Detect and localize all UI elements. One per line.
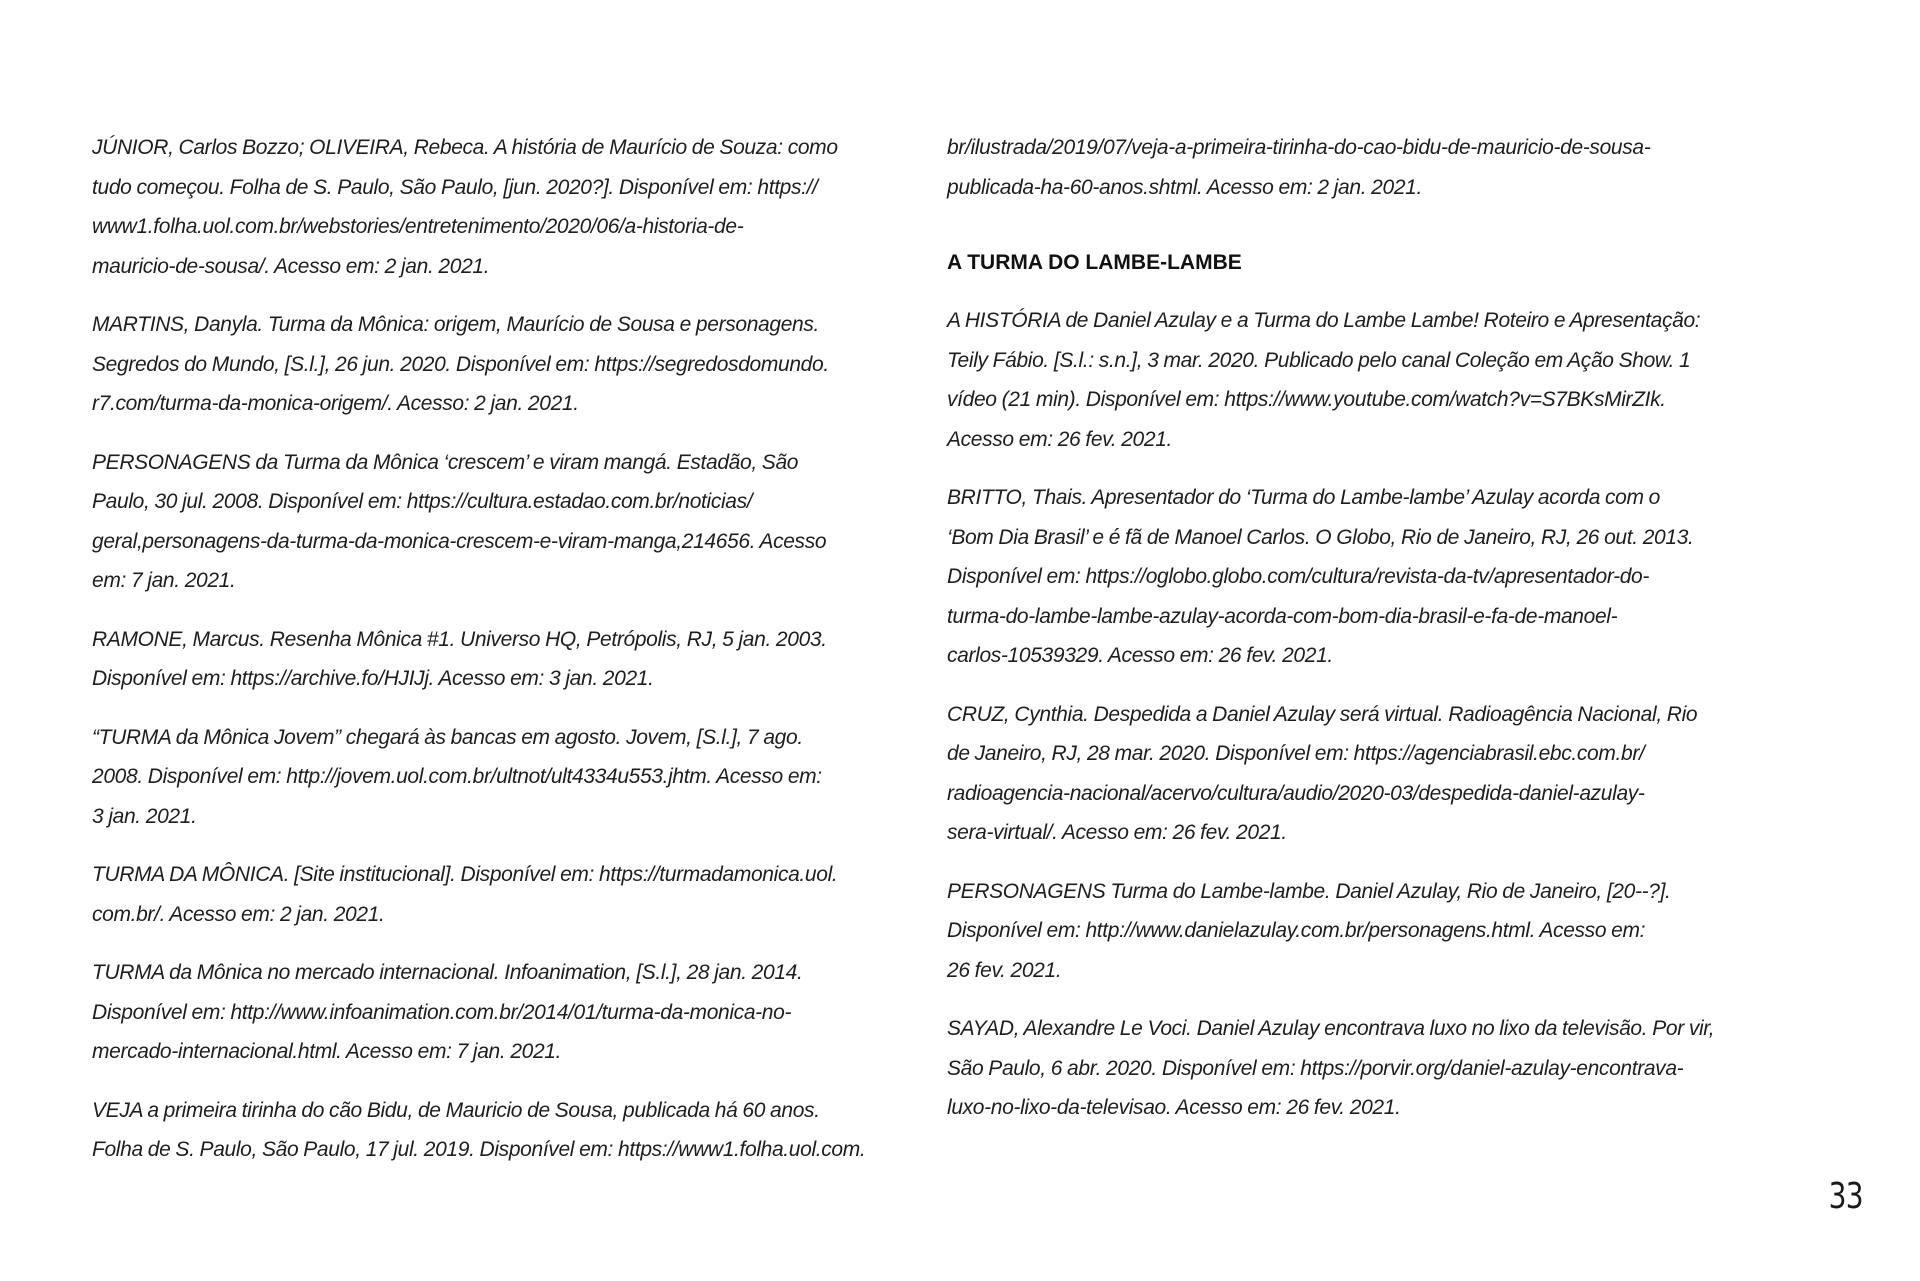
section-heading: A TURMA DO LAMBE-LAMBE <box>947 251 1242 274</box>
reference-line: r7.com/turma-da-monica-origem/. Acesso: 2 jan. 2021. <box>92 392 579 415</box>
reference-continuation <box>947 128 1762 207</box>
reference-line: TURMA DA MÔNICA. [Site institucional]. Disponível em: https://turmadamonica.uol. <box>92 863 838 886</box>
reference-line: SAYAD, Alexandre Le Voci. Daniel Azulay encontrava luxo no lixo da televisão. Por vir, <box>947 1017 1715 1040</box>
reference-line: em: 7 jan. 2021. <box>92 569 236 592</box>
reference-entry <box>92 305 907 424</box>
reference-entry <box>92 443 907 601</box>
reference-line: radioagencia-nacional/acervo/cultura/audio/2020-03/despedida-daniel-azulay- <box>947 781 1645 805</box>
reference-line: geral,personagens-da-turma-da-monica-crescem-e-viram-manga,214656. Acesso <box>92 529 827 553</box>
reference-line: mercado-internacional.html. Acesso em: 7 jan. 2021. <box>92 1040 562 1063</box>
reference-line: vídeo (21 min). Disponível em: https://www.youtube.com/watch?v=S7BKsMirZIk. <box>947 388 1666 411</box>
reference-line: 3 jan. 2021. <box>92 804 197 828</box>
reference-entry <box>92 855 907 934</box>
reference-line: CRUZ, Cynthia. Despedida a Daniel Azulay será virtual. Radioagência Nacional, Rio <box>947 702 1698 726</box>
reference-line: A HISTÓRIA de Daniel Azulay e a Turma do Lambe Lambe! Roteiro e Apresentação: <box>947 309 1701 332</box>
reference-entry <box>92 1091 907 1170</box>
reference-line: 2008. Disponível em: http://jovem.uol.com.br/ultnot/ult4334u553.jhtm. Acesso em: <box>92 765 822 788</box>
reference-entry <box>92 953 907 1072</box>
reference-line: www1.folha.uol.com.br/webstories/entretenimento/2020/06/a-historia-de- <box>92 215 744 238</box>
reference-line: Disponível em: http://www.danielazulay.com.br/personagens.html. Acesso em: <box>947 919 1646 942</box>
reference-line: “TURMA da Mônica Jovem” chegará às bancas em agosto. Jovem, [S.l.], 7 ago. <box>92 725 803 749</box>
reference-line: Paulo, 30 jul. 2008. Disponível em: https://cultura.estadao.com.br/noticias/ <box>92 490 753 513</box>
reference-line: Disponível em: http://www.infoanimation.com.br/2014/01/turma-da-monica-no- <box>92 1000 792 1024</box>
reference-line: turma-do-lambe-lambe-azulay-acorda-com-bom-dia-brasil-e-fa-de-manoel- <box>947 604 1618 628</box>
reference-line: carlos-10539329. Acesso em: 26 fev. 2021. <box>947 644 1333 667</box>
reference-line: Disponível em: https://oglobo.globo.com/cultura/revista-da-tv/apresentador-do- <box>947 565 1650 588</box>
reference-line: PERSONAGENS Turma do Lambe-lambe. Daniel Azulay, Rio de Janeiro, [20--?]. <box>947 879 1671 903</box>
reference-entry <box>947 1009 1762 1128</box>
reference-line: luxo-no-lixo-da-televisao. Acesso em: 26 fev. 2021. <box>947 1096 1401 1119</box>
reference-line: Disponível em: https://archive.fo/HJIJj. Acesso em: 3 jan. 2021. <box>92 667 654 690</box>
reference-line: publicada-ha-60-anos.shtml. Acesso em: 2 jan. 2021. <box>947 175 1422 199</box>
reference-entry <box>947 478 1762 676</box>
reference-line: JÚNIOR, Carlos Bozzo; OLIVEIRA, Rebeca. A história de Maurício de Souza: como <box>92 136 838 159</box>
reference-entry <box>92 718 907 837</box>
reference-line: tudo começou. Folha de S. Paulo, São Paulo, [jun. 2020?]. Disponível em: https:// <box>92 175 818 199</box>
right-column <box>947 128 1762 1147</box>
reference-line: BRITTO, Thais. Apresentador do ‘Turma do Lambe-lambe’ Azulay acorda com o <box>947 486 1660 509</box>
reference-entry <box>947 695 1762 853</box>
reference-line: 26 fev. 2021. <box>947 958 1062 982</box>
reference-line: com.br/. Acesso em: 2 jan. 2021. <box>92 902 385 926</box>
reference-entry <box>92 128 907 286</box>
left-column <box>92 128 907 1189</box>
reference-line: TURMA da Mônica no mercado internacional. Infoanimation, [S.l.], 28 jan. 2014. <box>92 961 803 984</box>
reference-line: Segredos do Mundo, [S.l.], 26 jun. 2020. Disponível em: https://segredosdomundo. <box>92 352 829 376</box>
reference-line: VEJA a primeira tirinha do cão Bidu, de Mauricio de Sousa, publicada há 60 anos. <box>92 1098 820 1122</box>
reference-line: Teily Fábio. [S.l.: s.n.], 3 mar. 2020. Publicado pelo canal Coleção em Ação Show. 1 <box>947 348 1691 372</box>
reference-line: São Paulo, 6 abr. 2020. Disponível em: https://porvir.org/daniel-azulay-encontrava- <box>947 1056 1684 1080</box>
reference-entry <box>947 301 1762 459</box>
reference-line: RAMONE, Marcus. Resenha Mônica #1. Universo HQ, Petrópolis, RJ, 5 jan. 2003. <box>92 627 827 651</box>
reference-line: PERSONAGENS da Turma da Mônica ‘crescem’ e viram mangá. Estadão, São <box>92 450 799 474</box>
reference-line: br/ilustrada/2019/07/veja-a-primeira-tirinha-do-cao-bidu-de-mauricio-de-sousa- <box>947 136 1651 159</box>
page-number: 33 <box>1828 1176 1863 1217</box>
reference-line: Folha de S. Paulo, São Paulo, 17 jul. 2019. Disponível em: https://www1.folha.uol.com. <box>92 1138 866 1161</box>
reference-line: mauricio-de-sousa/. Acesso em: 2 jan. 2021. <box>92 254 490 278</box>
reference-line: sera-virtual/. Acesso em: 26 fev. 2021. <box>947 821 1287 844</box>
reference-entry <box>92 620 907 699</box>
reference-line: ‘Bom Dia Brasil’ e é fã de Manoel Carlos. O Globo, Rio de Janeiro, RJ, 26 out. 2013. <box>947 525 1694 549</box>
reference-line: Acesso em: 26 fev. 2021. <box>947 427 1173 451</box>
reference-line: MARTINS, Danyla. Turma da Mônica: origem, Maurício de Sousa e personagens. <box>92 313 819 336</box>
reference-entry <box>947 872 1762 991</box>
reference-line: de Janeiro, RJ, 28 mar. 2020. Disponível em: https://agenciabrasil.ebc.com.br/ <box>947 742 1645 765</box>
